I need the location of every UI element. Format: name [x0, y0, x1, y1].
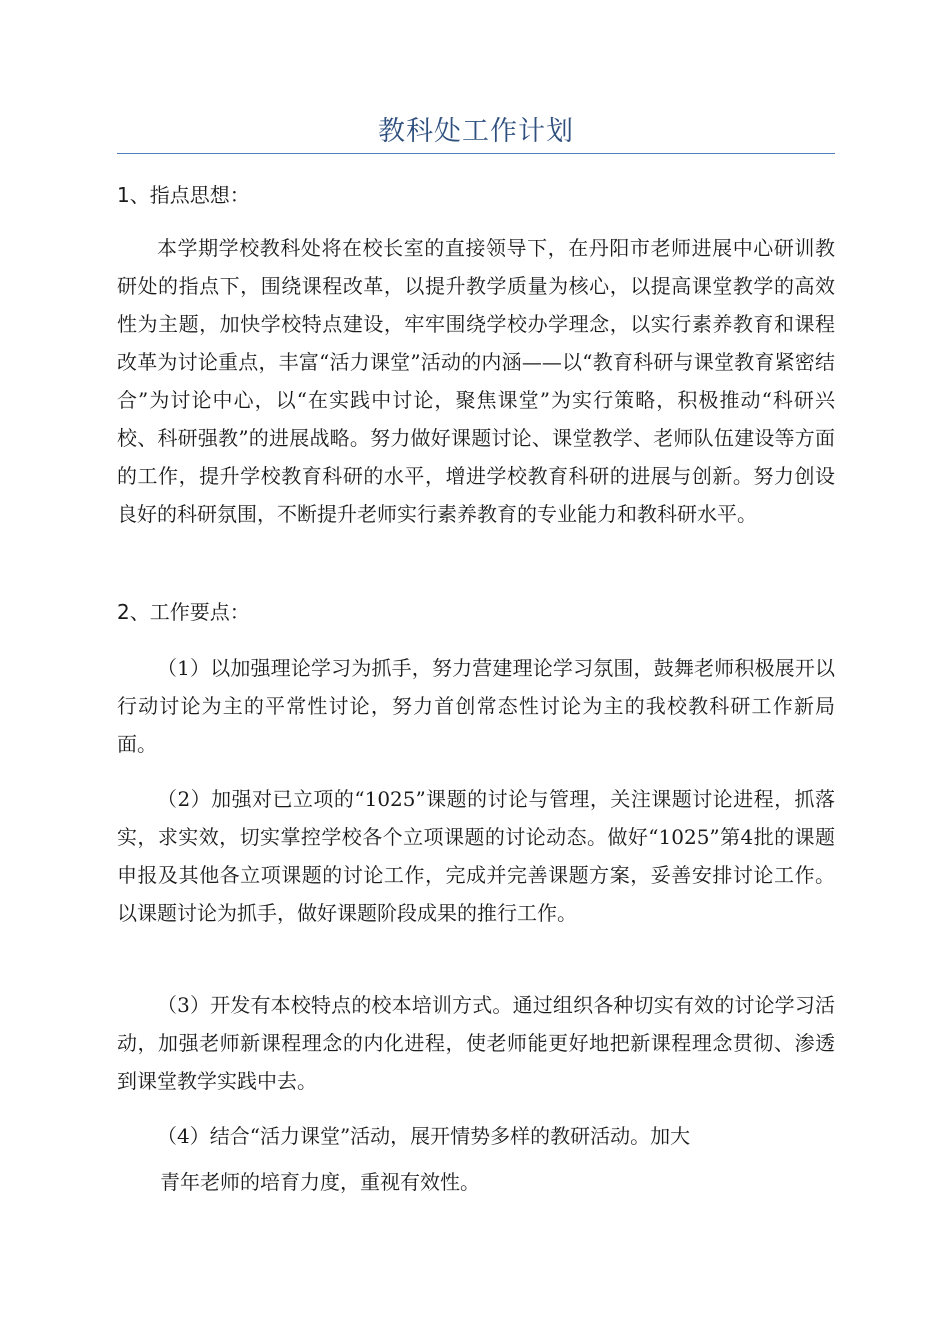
title-underline: [117, 153, 835, 154]
work-point-item-1: （1）以加强理论学习为抓手，努力营建理论学习氛围，鼓舞老师积极展开以行动讨论为主的平常性讨论，努力首创常态性讨论为主的我校教科研工作新局面。: [117, 656, 835, 756]
document-title: 教科处工作计划: [378, 116, 574, 147]
section-heading-work-points: 2、工作要点：: [117, 600, 250, 624]
work-point-item-4: （4）结合“活力课堂”活动，展开情势多样的教研活动。加大: [157, 1124, 691, 1148]
work-point-item-2: （2）加强对已立项的“1025”课题的讨论与管理，关注课题讨论进程，抓落实，求实效，切实掌控学校各个立项课题的讨论动态。做好“1025”第4批的课题申报及其他各立项课题的讨论工作，完成并完善课题方案，妥善安排讨论工作。以课题讨论为抓手，做好课题阶段成果的推行工作。: [117, 787, 835, 925]
paragraph-guiding-thought: 本学期学校教科处将在校长室的直接领导下，在丹阳市老师进展中心研训教研处的指点下，围绕课程改革，以提升教学质量为核心，以提高课堂教学的高效性为主题，加快学校特点建设，牢牢围绕学校办学理念，以实行素养教育和课程改革为讨论重点，丰富“活力课堂”活动的内涵——以“教育科研与课堂教育紧密结合”为讨论中心，以“在实践中讨论，聚焦课堂”为实行策略，积极推动“科研兴校、科研强教”的进展战略。努力做好课题讨论、课堂教学、老师队伍建设等方面的工作，提升学校教育科研的水平，增进学校教育科研的进展与创新。努力创设良好的科研氛围，不断提升老师实行素养教育的专业能力和教科研水平。: [117, 236, 835, 526]
work-point-item-4-continuation: 青年老师的培育力度，重视有效性。: [160, 1170, 480, 1194]
section-heading-guiding-thought: 1、指点思想：: [117, 183, 250, 207]
work-point-item-3: （3）开发有本校特点的校本培训方式。通过组织各种切实有效的讨论学习活动，加强老师新课程理念的内化进程，使老师能更好地把新课程理念贯彻、渗透到课堂教学实践中去。: [117, 993, 835, 1093]
